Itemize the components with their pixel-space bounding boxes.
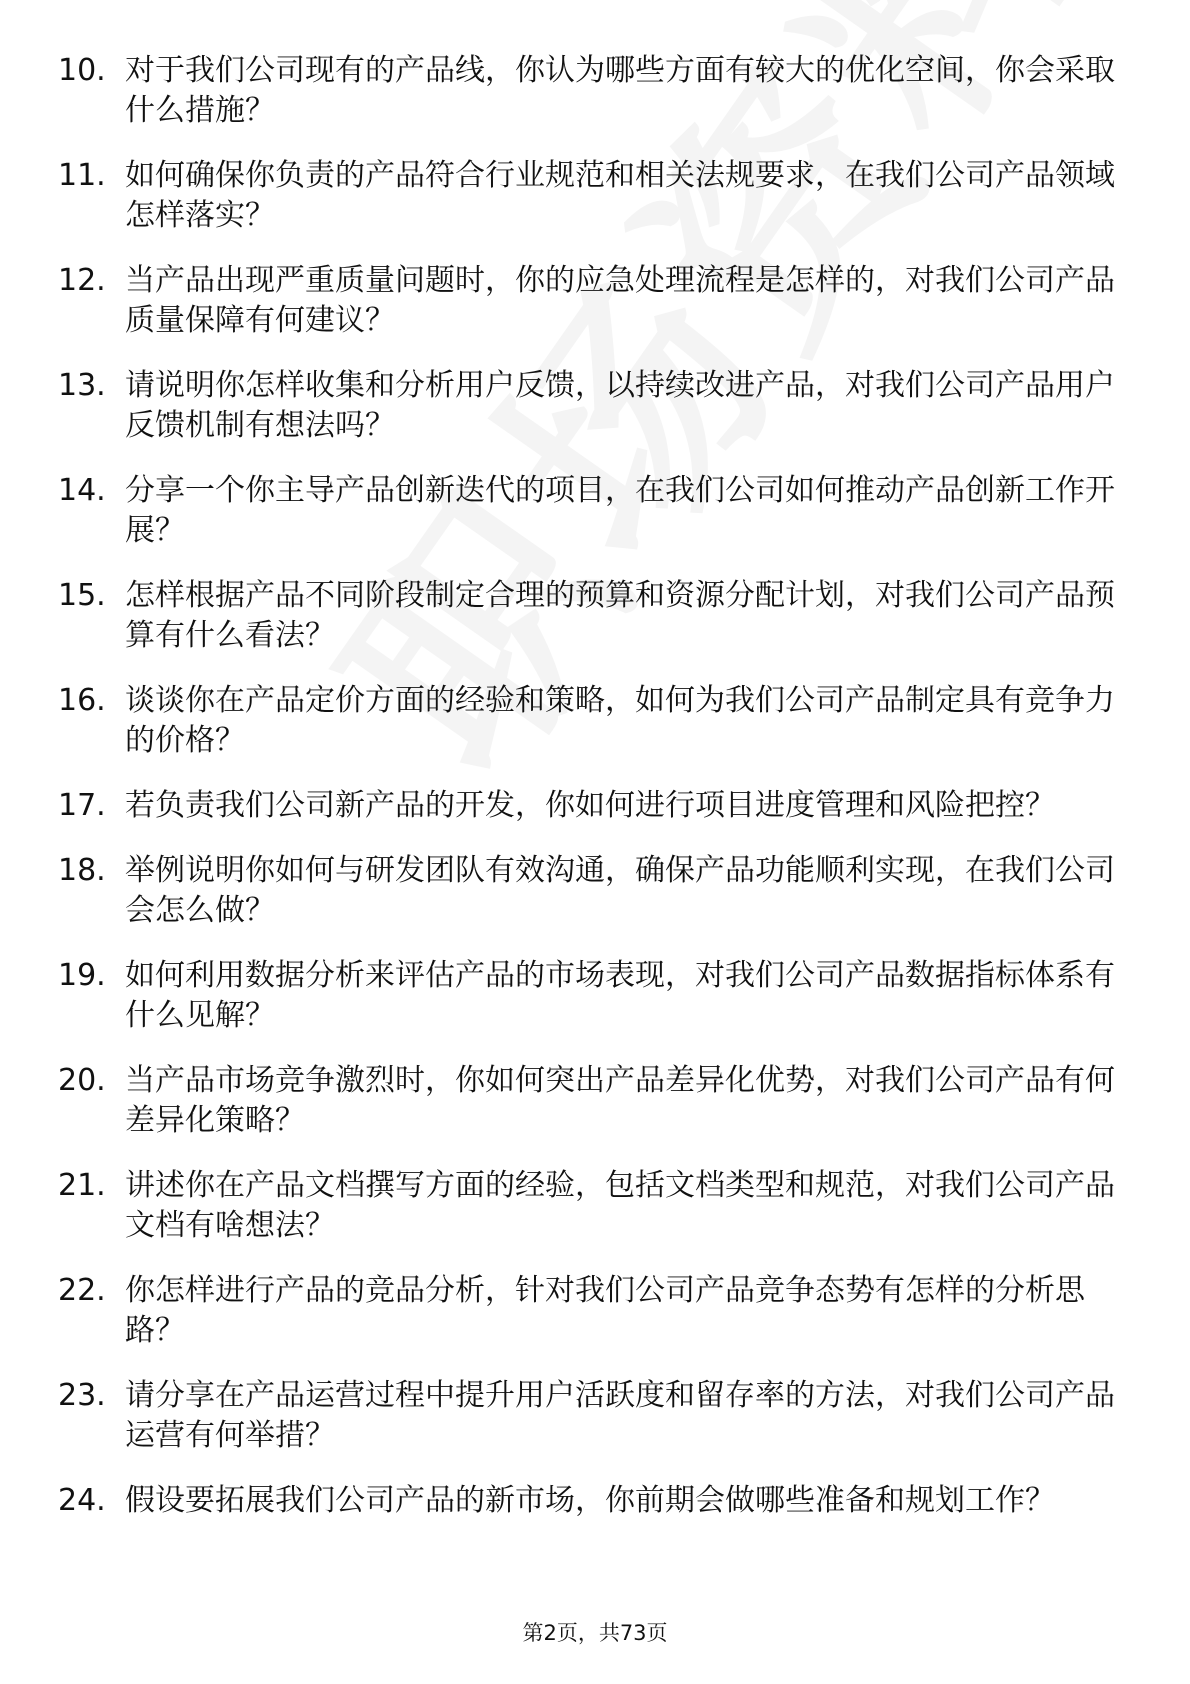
question-text: 当产品出现严重质量问题时，你的应急处理流程是怎样的，对我们公司产品质量保障有何建议？ [125,263,1115,338]
question-number: 22. [58,1273,106,1308]
question-number: 15. [58,578,106,613]
question-item [58,1481,1138,1521]
question-number: 17. [58,788,106,823]
question-number: 20. [58,1063,106,1098]
question-number: 11. [58,158,106,193]
question-text: 讲述你在产品文档撰写方面的经验，包括文档类型和规范，对我们公司产品文档有啥想法？ [125,1168,1115,1243]
question-item [58,366,1138,446]
question-number: 19. [58,958,106,993]
question-item [58,261,1138,341]
question-item [58,956,1138,1036]
question-number: 23. [58,1378,106,1413]
question-item [58,1061,1138,1141]
question-text: 请分享在产品运营过程中提升用户活跃度和留存率的方法，对我们公司产品运营有何举措？ [125,1378,1115,1453]
question-item [58,786,1138,826]
question-text: 怎样根据产品不同阶段制定合理的预算和资源分配计划，对我们公司产品预算有什么看法？ [125,578,1115,653]
question-item [58,471,1138,551]
question-text: 谈谈你在产品定价方面的经验和策略，如何为我们公司产品制定具有竞争力的价格？ [125,683,1115,758]
question-number: 24. [58,1483,106,1518]
question-text: 如何利用数据分析来评估产品的市场表现，对我们公司产品数据指标体系有什么见解？ [125,958,1115,1033]
question-number: 10. [58,53,106,88]
question-text: 如何确保你负责的产品符合行业规范和相关法规要求，在我们公司产品领域怎样落实？ [125,158,1115,233]
question-number: 12. [58,263,106,298]
question-number: 18. [58,853,106,888]
question-text: 请说明你怎样收集和分析用户反馈，以持续改进产品，对我们公司产品用户反馈机制有想法吗？ [125,368,1115,443]
question-item [58,156,1138,236]
question-item [58,851,1138,931]
question-text: 对于我们公司现有的产品线，你认为哪些方面有较大的优化空间，你会采取什么措施？ [125,53,1115,128]
question-text: 举例说明你如何与研发团队有效沟通，确保产品功能顺利实现，在我们公司会怎么做？ [125,853,1115,928]
question-item [58,51,1138,131]
question-number: 13. [58,368,106,403]
question-text: 当产品市场竞争激烈时，你如何突出产品差异化优势，对我们公司产品有何差异化策略？ [125,1063,1115,1138]
question-item [58,1271,1138,1351]
question-text: 假设要拓展我们公司产品的新市场，你前期会做哪些准备和规划工作？ [125,1483,1055,1518]
question-item [58,681,1138,761]
question-text: 分享一个你主导产品创新迭代的项目，在我们公司如何推动产品创新工作开展？ [125,473,1115,548]
question-text: 你怎样进行产品的竞品分析，针对我们公司产品竞争态势有怎样的分析思路？ [125,1273,1085,1348]
question-item [58,576,1138,656]
question-number: 14. [58,473,106,508]
question-text: 若负责我们公司新产品的开发，你如何进行项目进度管理和风险把控？ [125,788,1055,823]
question-number: 16. [58,683,106,718]
page-number-label: 第2页，共73页 [522,1621,668,1645]
page-footer [0,1620,1190,1646]
question-list [58,51,1138,1546]
question-item [58,1376,1138,1456]
question-number: 21. [58,1168,106,1203]
question-item [58,1166,1138,1246]
